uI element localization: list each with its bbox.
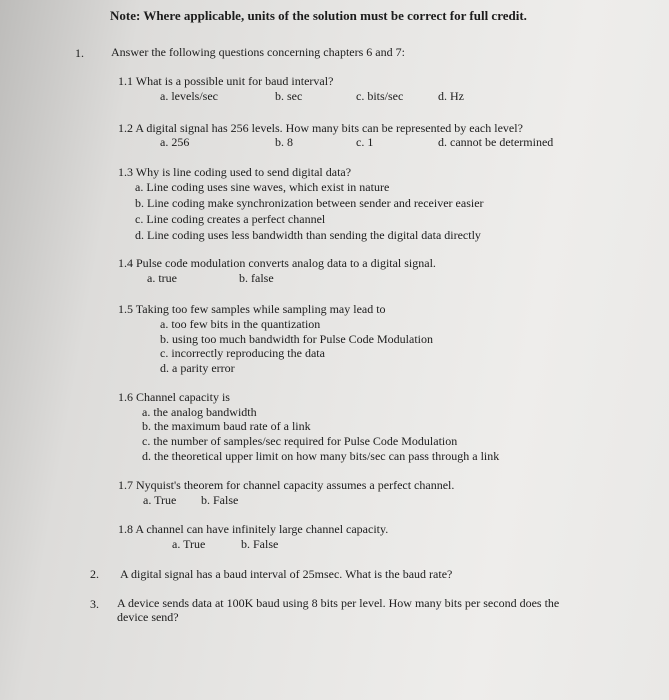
option-a: a. 256 bbox=[160, 135, 190, 149]
question-stem: 1.2 A digital signal has 256 levels. How many bits can be represented by each level? bbox=[118, 121, 523, 135]
option-a: a. True bbox=[143, 493, 177, 507]
option-b: b. the maximum baud rate of a link bbox=[142, 419, 311, 433]
question-3-text: A device sends data at 100K baud using 8 bits per level. How many bits per second does the bbox=[117, 596, 560, 610]
option-a: a. Line coding uses sine waves, which exist in nature bbox=[135, 180, 390, 194]
question-number: 2. bbox=[90, 567, 99, 581]
question-intro: Answer the following questions concerning chapters 6 and 7: bbox=[111, 45, 405, 59]
option-d: d. Line coding uses less bandwidth than sending the digital data directly bbox=[135, 228, 481, 242]
option-a: a. True bbox=[172, 537, 206, 551]
option-a: a. too few bits in the quantization bbox=[160, 317, 321, 331]
option-b: b. Line coding make synchronization between sender and receiver easier bbox=[135, 196, 484, 210]
option-d: d. cannot be determined bbox=[438, 135, 554, 149]
question-number: 1. bbox=[75, 46, 84, 60]
option-a: a. true bbox=[147, 271, 177, 285]
option-c: c. bits/sec bbox=[356, 89, 404, 103]
question-stem: 1.6 Channel capacity is bbox=[118, 390, 230, 404]
option-b: b. sec bbox=[275, 89, 303, 103]
question-2-text: A digital signal has a baud interval of 25msec. What is the baud rate? bbox=[120, 567, 453, 581]
question-stem: 1.1 What is a possible unit for baud interval? bbox=[118, 74, 334, 88]
option-c: c. incorrectly reproducing the data bbox=[160, 346, 325, 360]
option-d: d. a parity error bbox=[160, 361, 235, 375]
question-stem: 1.7 Nyquist's theorem for channel capacity assumes a perfect channel. bbox=[118, 478, 455, 492]
option-a: a. the analog bandwidth bbox=[142, 405, 257, 419]
question-number: 3. bbox=[90, 597, 99, 611]
option-b: b. False bbox=[241, 537, 279, 551]
option-c: c. 1 bbox=[356, 135, 374, 149]
option-b: b. 8 bbox=[275, 135, 293, 149]
question-stem: 1.5 Taking too few samples while sampling may lead to bbox=[118, 302, 386, 316]
option-b: b. False bbox=[201, 493, 239, 507]
option-d: d. Hz bbox=[438, 89, 464, 103]
option-c: c. the number of samples/sec required for Pulse Code Modulation bbox=[142, 434, 458, 448]
question-3-text-continued: device send? bbox=[117, 610, 179, 624]
option-b: b. false bbox=[239, 271, 274, 285]
option-d: d. the theoretical upper limit on how many bits/sec can pass through a link bbox=[142, 449, 500, 463]
question-stem: 1.3 Why is line coding used to send digital data? bbox=[118, 165, 352, 179]
option-a: a. levels/sec bbox=[160, 89, 218, 103]
question-stem: 1.4 Pulse code modulation converts analog data to a digital signal. bbox=[118, 256, 436, 270]
option-c: c. Line coding creates a perfect channel bbox=[135, 212, 326, 226]
note: Note: Where applicable, units of the solution must be correct for full credit. bbox=[110, 8, 527, 23]
option-b: b. using too much bandwidth for Pulse Code Modulation bbox=[160, 332, 433, 346]
question-stem: 1.8 A channel can have infinitely large channel capacity. bbox=[118, 522, 389, 536]
